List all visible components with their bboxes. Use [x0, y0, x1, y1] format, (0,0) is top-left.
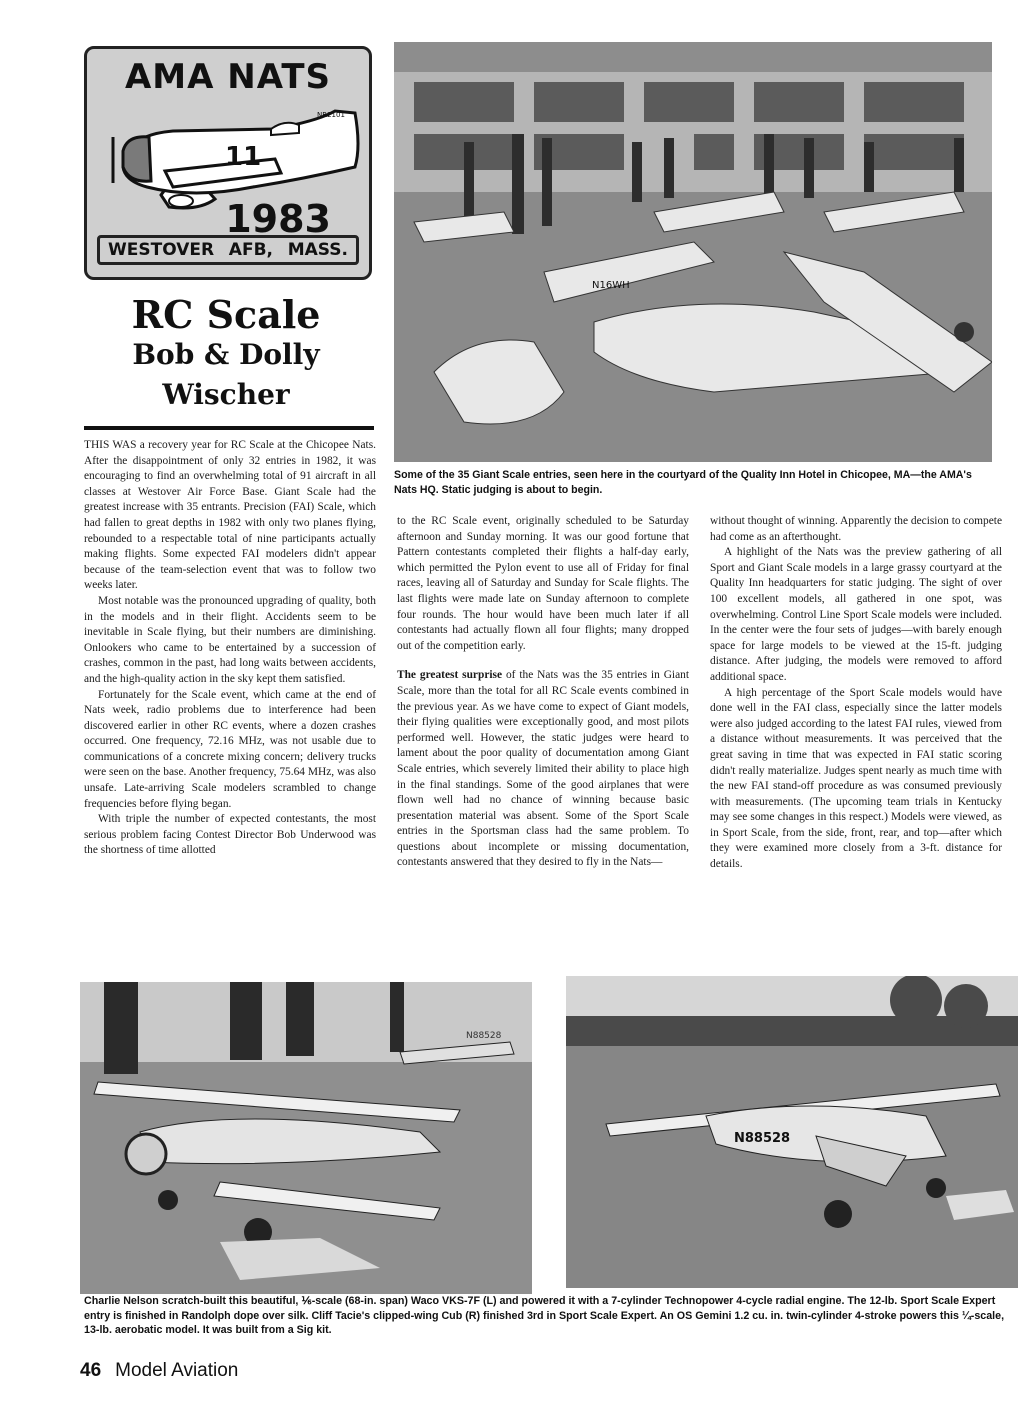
col3-paragraph-3: A high percentage of the Sport Scale models would have done well in the FAI class, especially since the latter models were also judged according to the latest FAI rules, viewed from a distance without measurements. It was perceived that the great saving in time that was expected in FAI static scoring didn't really materialize. Judges spent nearly as much time with the new FAI stand-off procedure as was consumed previously with measurements. (The upcoming team trials in Kentucky may see some changes in this respect.) Models were viewed, as in Sport Scale, from the side, front, rear, and top—after which they were examined more closely from a 3-ft. distance for details.	[710, 686, 1002, 871]
photo-clipped-wing-cub	[566, 976, 1018, 1288]
photo-waco-drawing	[80, 982, 532, 1294]
logo-year: 1983	[225, 197, 331, 241]
logo-location-left: WESTOVER	[108, 240, 215, 260]
article-column-2	[397, 514, 689, 871]
col1-paragraph-2: Most notable was the pronounced upgrading of quality, both in the models and in their flight. Accidents seem to be inevitable in Scale flying, but their numbers are diminishing. Onlookers who came to be entertained by a succession of crashes, common in the past, had long waits between accidents, and the high-quality action in the sky kept them satisfied.	[84, 594, 376, 685]
col2-paragraph-2-text: of the Nats was the 35 entries in Giant Scale, more than the total for all RC Scale events combined in the previous year. As we have come to expect of Giant models, their flying qualities were exceptionally good, and most pilots performed well. However, the static judges were heard to lament about the poor quality of documentation among Giant Scale entries, which severely limited their ability to place high in the final standings. Some of the good airplanes that were flown well had no chance of winning because basic presentation material was absent. Some of the Sport Scale entries in the Sportsman class had the same problem. To questions about incomplete or missing documentation, contestants answered that they desired to fly in the Nats—	[397, 669, 690, 869]
logo-location-right: MASS.	[287, 240, 348, 260]
magazine-name: Model Aviation	[115, 1360, 239, 1381]
byline-line-1: Bob & Dolly	[132, 338, 320, 371]
article-column-1	[84, 438, 376, 859]
photo-bottom-left-registration: N88528	[466, 1031, 502, 1041]
nats-logo	[84, 46, 372, 280]
col3-paragraph-2: A highlight of the Nats was the preview gathering of all Sport and Giant Scale models in a large grassy courtyard at the Quality Inn headquarters for static judging. The sight of over 100 excellent models, all gathered in one spot, was overwhelming. Control Line Sport Scale models were included. In the center were the four sets of judges—with barely enough space for large models to be viewed at the 15-ft. judging distance. After judging, the models were removed to afford additional space.	[710, 546, 1002, 683]
headline-rule	[84, 426, 374, 430]
plane-number: 11	[225, 142, 262, 172]
photo-courtyard-drawing	[394, 42, 992, 462]
col2-paragraph-2	[397, 668, 689, 871]
page-footer	[80, 1360, 238, 1382]
photo-top-registration: N16WH	[592, 280, 630, 291]
top-photo-caption: Some of the 35 Giant Scale entries, seen here in the courtyard of the Quality Inn Hotel in Chicopee, MA—the AMA's Nats HQ. Static judging is about to begin.	[394, 469, 972, 496]
col1-paragraph-1: THIS WAS a recovery year for RC Scale at the Chicopee Nats. After the disappointment of only 32 entries in 1982, it was encouraging to find an overwhelming total of 91 aircraft in all classes at Westover Air Force Base. Giant Scale had the greatest increase with 35 entrants. Precision (FAI) Scale, which had fallen to great depths in 1982 with only two planes flying, rebounded to a respectable total of nine participants actually making flights. Some expected FAI modelers didn't appear because of the team-selection event that was to follow two weeks later.	[84, 439, 376, 592]
photo-waco-biplane	[80, 982, 532, 1294]
article-column-3	[710, 514, 1002, 873]
col2-lead-in: The greatest surprise	[397, 669, 503, 682]
byline-line-2: Wischer	[162, 378, 290, 411]
photo-giant-scale-courtyard	[394, 42, 992, 462]
plane-registration: NR2101	[317, 111, 345, 119]
bottom-photos-caption: Charlie Nelson scratch-built this beautiful, ⅙-scale (68-in. span) Waco VKS-7F (L) and powered it with a 7-cylinder Technopower 4-cycle radial engine. The 12-lb. Sport Scale Expert entry is finished in Randolph dope over silk. Cliff Tacie's clipped-wing Cub (R) finished 3rd in Sport Scale Expert. An OS Gemini 1.2 cu. in. twin-cylinder 4-stroke powers this ¼-scale, 13-lb. aerobatic model. It was built from a Sig kit.	[84, 1295, 1005, 1336]
col3-paragraph-1: without thought of winning. Apparently the decision to compete had come as an afterthought.	[710, 515, 1002, 543]
logo-location-bar	[97, 235, 359, 265]
page-number: 46	[80, 1360, 102, 1381]
col2-paragraph-1: to the RC Scale event, originally scheduled to be Saturday afternoon and Sunday morning. It was our good fortune that Pattern contestants completed their flights a half-day early, which permitted the Pylon event to use all of Friday for final races, leaving all of Saturday and Sunday for Scale flights. The last flights were made late on Sunday afternoon to complete four rounds. The hour would have been much later if all contestants had actually flown all four flights; many dropped out of the competition early.	[397, 515, 689, 652]
photo-bottom-right-registration: N88528	[734, 1131, 791, 1146]
article-title: RC Scale	[131, 292, 321, 337]
col1-paragraph-3: Fortunately for the Scale event, which came at the end of Nats week, radio problems due to interference had been discovered earlier in other RC events, where a dozen crashes occurred. One frequency, 72.16 MHz, was not usable due to communications of a concrete mixing concern; delivery trucks were seen on the base. Another frequency, 75.64 MHz, was also unsafe. Late-arriving Scale modelers scrambled to change frequencies before flying began.	[84, 688, 376, 810]
logo-location-mid: AFB,	[228, 240, 273, 260]
logo-title: AMA NATS	[124, 57, 332, 97]
col1-paragraph-4: With triple the number of expected contestants, the most serious problem facing Contest Director Bob Underwood was the shortness of time allotted	[84, 813, 376, 857]
photo-cub-drawing	[566, 976, 1018, 1288]
